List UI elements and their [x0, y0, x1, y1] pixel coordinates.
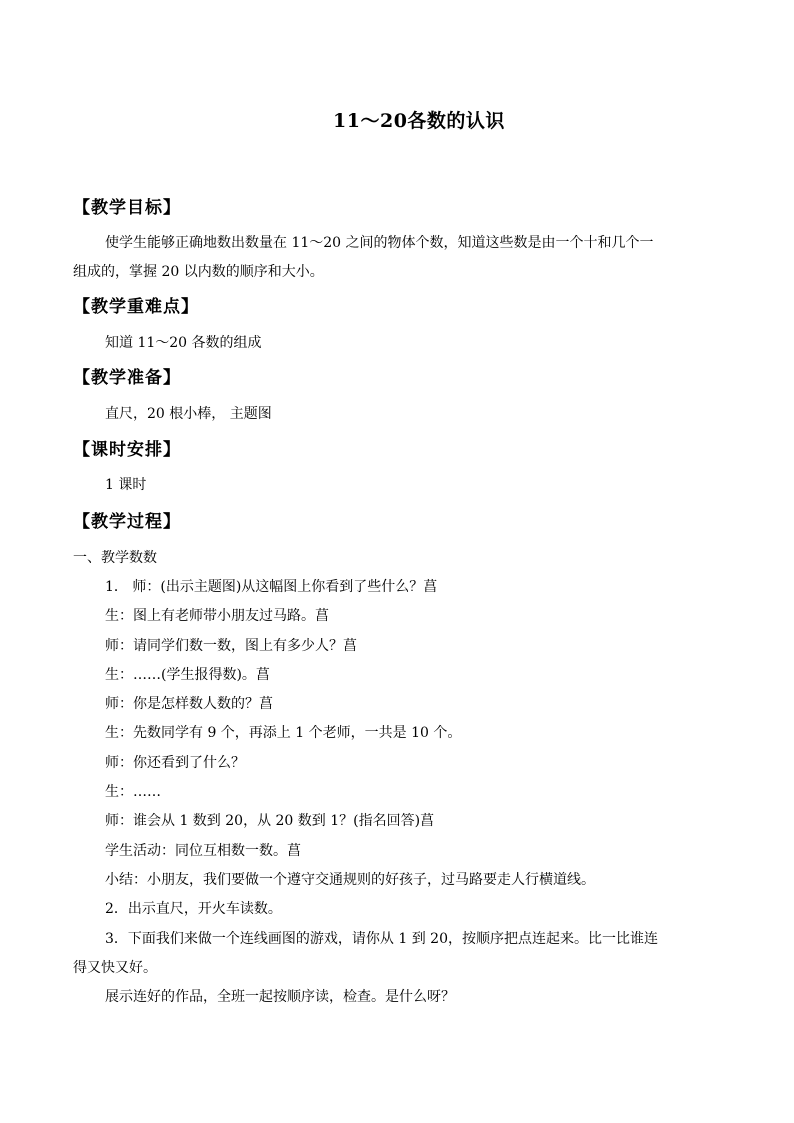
process-line: 师：你还看到了什么？ — [105, 755, 245, 771]
goal-text-line-1: 使学生能够正确地数出数量在 11～20 之间的物体个数，知道这些数是由一个十和几个一 — [105, 235, 654, 251]
heading-teaching-process: 【教学过程】 — [73, 512, 181, 532]
process-line: 展示连好的作品，全班一起按顺序读，检查。是什么呀？ — [105, 989, 455, 1005]
process-line: 生：……(学生报得数)。菖 — [105, 667, 270, 683]
schedule-text: 1 课时 — [105, 477, 147, 493]
process-line: 1． 师：(出示主题图)从这幅图上你看到了些什么？菖 — [105, 579, 438, 595]
process-line: 生：…… — [105, 784, 161, 800]
difficulty-text: 知道 11～20 各数的组成 — [105, 335, 262, 351]
heading-key-difficulty: 【教学重难点】 — [73, 297, 199, 317]
process-line: 一、教学数数 — [73, 550, 157, 566]
process-line: 3．下面我们来做一个连线画图的游戏，请你从 1 到 20，按顺序把点连起来。比一比谁连 — [105, 931, 658, 947]
process-line: 师：你是怎样数人数的？菖 — [105, 696, 273, 712]
process-line: 学生活动：同位互相数一数。菖 — [105, 843, 301, 859]
goal-text-line-2: 组成的，掌握 20 以内数的顺序和大小。 — [73, 264, 324, 280]
process-line: 生：图上有老师带小朋友过马路。菖 — [105, 608, 329, 624]
process-line: 师：请同学们数一数，图上有多少人？菖 — [105, 638, 357, 654]
process-line: 得又快又好。 — [73, 960, 157, 976]
process-line: 小结：小朋友，我们要做一个遵守交通规则的好孩子，过马路要走人行横道线。 — [105, 872, 595, 888]
prep-text: 直尺，20 根小棒， 主题图 — [105, 406, 272, 422]
heading-teaching-goal: 【教学目标】 — [73, 198, 181, 218]
document-title: 11～20各数的认识 — [333, 110, 505, 132]
process-line: 师：谁会从 1 数到 20，从 20 数到 1？(指名回答)菖 — [105, 813, 435, 829]
heading-schedule: 【课时安排】 — [73, 440, 181, 460]
heading-teaching-prep: 【教学准备】 — [73, 368, 181, 388]
process-line: 生：先数同学有 9 个，再添上 1 个老师，一共是 10 个。 — [105, 725, 462, 741]
process-line: 2．出示直尺，开火车读数。 — [105, 901, 282, 917]
